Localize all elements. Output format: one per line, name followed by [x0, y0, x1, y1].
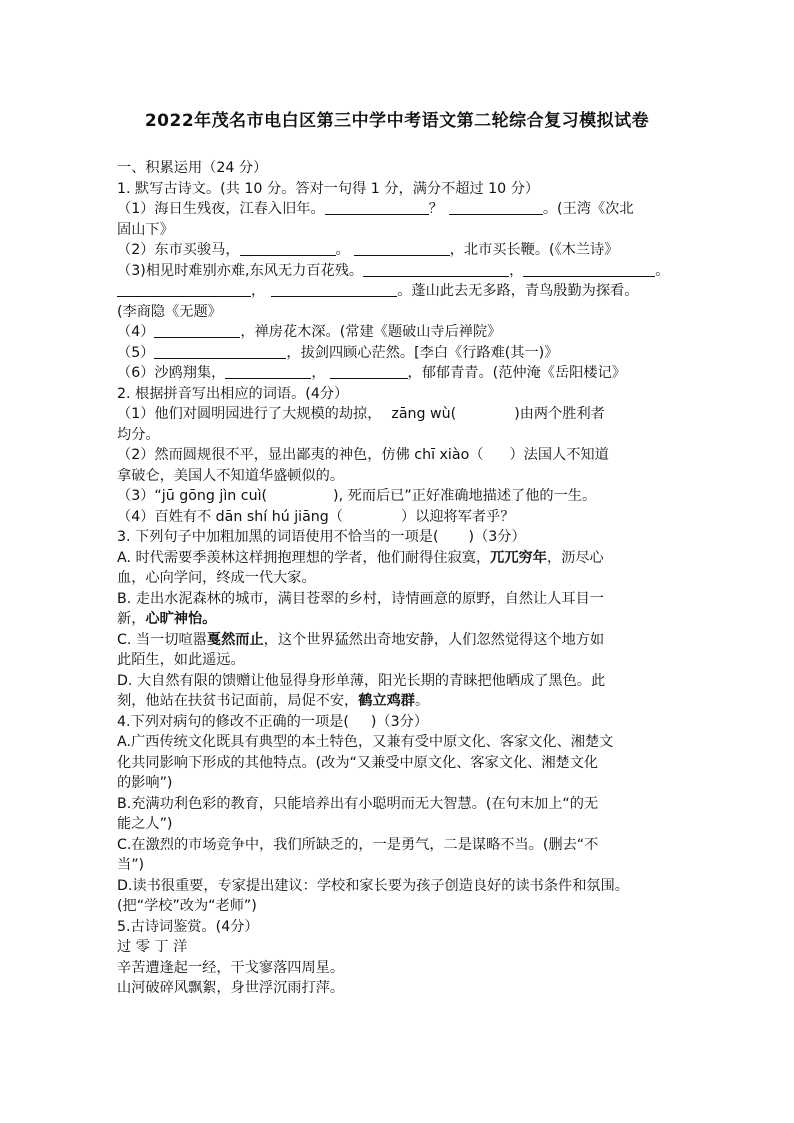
poem-line: 辛苦遭逢起一经，干戈寥落四周星。 — [117, 959, 345, 976]
q3-option-d: D. 大自然有限的馈赠让他显得身形单薄，阳光长期的青睐把他晒成了黑色。此 — [117, 672, 606, 689]
q4-option-a-cont2: 的影响”) — [117, 775, 173, 791]
answer-blank[interactable] — [225, 363, 311, 379]
q4-stem: 4.下列对病句的修改不正确的一项是( )（3分） — [117, 713, 429, 730]
q5-stem: 5.古诗词鉴赏。(4分） — [117, 918, 259, 935]
q1-item-3-source: (李商隐《无题》 — [117, 303, 222, 320]
q4-option-a-cont: 化共同影响下形成的其他特点。(改为“又兼受中原文化、客家文化、湘楚文化 — [117, 754, 599, 771]
q2-stem: 2. 根据拼音写出相应的词语。(4分） — [117, 385, 349, 402]
q3-option-a: A. 时代需要季羡林这样拥抱理想的学者，他们耐得住寂寞，兀兀穷年，沥尽心 — [117, 549, 604, 566]
q4-option-a: A.广西传统文化既具有典型的本土特色，又兼有受中原文化、客家文化、湘楚文 — [117, 734, 614, 750]
q1-item-1-cont: 固山下》 — [117, 221, 174, 238]
q3-option-c-cont: 此陌生，如此遥远。 — [117, 652, 245, 668]
poem-line: 山河破碎风飘絮，身世浮沉雨打萍。 — [117, 980, 345, 996]
q2-item-1: （1）他们对圆明园进行了大规模的劫掠， zāng wù( )由两个胜利者 — [117, 406, 605, 422]
answer-blank[interactable] — [154, 322, 240, 338]
answer-blank[interactable] — [363, 261, 509, 277]
poem-title: 过 零 丁 洋 — [117, 939, 188, 955]
q2-item-2-cont: 拿破仑，美国人不知道华盛顿似的。 — [117, 467, 345, 484]
q2-item-4: （4）百姓有不 dān shí hú jiāng（ ）以迎将军者乎？ — [117, 508, 515, 525]
q4-option-c: C.在激烈的市场竞争中，我们所缺乏的，一是勇气，二是谋略不当。(删去“不 — [117, 836, 599, 853]
answer-blank[interactable] — [325, 199, 429, 215]
answer-blank[interactable] — [449, 199, 543, 215]
q3-stem: 3. 下列句子中加粗加黑的词语使用不恰当的一项是( )（3分） — [117, 529, 526, 545]
q3-option-b-cont: 新，心旷神怡。 — [117, 611, 217, 627]
answer-blank[interactable] — [240, 240, 336, 256]
answer-blank[interactable] — [117, 281, 251, 297]
q1-item-6: （6）沙鸥翔集， ， ，郁郁青青。(范仲淹《岳阳楼记》 — [117, 365, 626, 381]
q3-option-b: B. 走出水泥森林的城市，满目苍翠的乡村，诗情画意的原野，自然让人耳目一 — [117, 590, 604, 607]
q1-stem: 1. 默写古诗文。(共 10 分。答对一句得 1 分，满分不超过 10 分） — [117, 180, 540, 197]
answer-blank[interactable] — [523, 261, 655, 277]
q1-item-5: （5） ，拔剑四顾心茫然。[李白《行路难(其一)》 — [117, 344, 559, 361]
q2-item-2: （2）然而圆规很不平，显出鄙夷的神色，仿佛 chī xiào（ ）法国人不知道 — [117, 447, 609, 463]
q3-option-c: C. 当一切喧嚣戛然而止，这个世界猛然出奇地安静，人们忽然觉得这个地方如 — [117, 631, 605, 648]
q3-option-a-cont: 血，心向学问，终成一代大家。 — [117, 570, 316, 586]
q1-item-1: （1）海日生残夜，江春入旧年。 ？ 。(王湾《次北 — [117, 201, 634, 217]
q4-option-d-cont: (把“学校”改为“老师”) — [117, 898, 257, 914]
q1-item-2: （2）东市买骏马， 。 ，北市买长鞭。(《木兰诗》 — [117, 242, 619, 258]
q1-item-3: （3)相见时难别亦难,东风无力百花残。 ， 。 — [117, 262, 670, 279]
q4-option-b-cont: 能之人”) — [117, 816, 173, 832]
q4-option-c-cont: 当”) — [117, 857, 145, 873]
answer-blank[interactable] — [330, 363, 408, 379]
answer-blank[interactable] — [354, 240, 450, 256]
q4-option-d: D.读书很重要，专家提出建议：学校和家长要为孩子创造良好的读书条件和氛围。 — [117, 877, 629, 894]
q2-item-1-cont: 均分。 — [117, 426, 160, 443]
q3-option-d-cont: 刻，他站在扶贫书记面前，局促不安，鹤立鸡群。 — [117, 693, 430, 709]
q1-item-4: （4） ，禅房花木深。(常建《题破山寺后禅院》 — [117, 324, 502, 340]
answer-blank[interactable] — [271, 281, 397, 297]
q1-item-3-cont: ， 。蓬山此去无多路，青鸟殷勤为探看。 — [117, 281, 677, 302]
q4-option-b: B.充满功利色彩的教育，只能培养出有小聪明而无大智慧。(在句末加上“的无 — [117, 795, 599, 812]
exam-content — [117, 158, 677, 999]
q2-item-3: （3）“jū gōng jìn cuì( ), 死而后已”正好准确地描述了他的一生。 — [117, 488, 597, 504]
answer-blank[interactable] — [154, 343, 286, 359]
page-title: 2022年茂名市电白区第三中学中考语文第二轮综合复习模拟试卷 — [144, 111, 650, 131]
section-heading: 一、积累运用（24 分） — [117, 160, 268, 176]
